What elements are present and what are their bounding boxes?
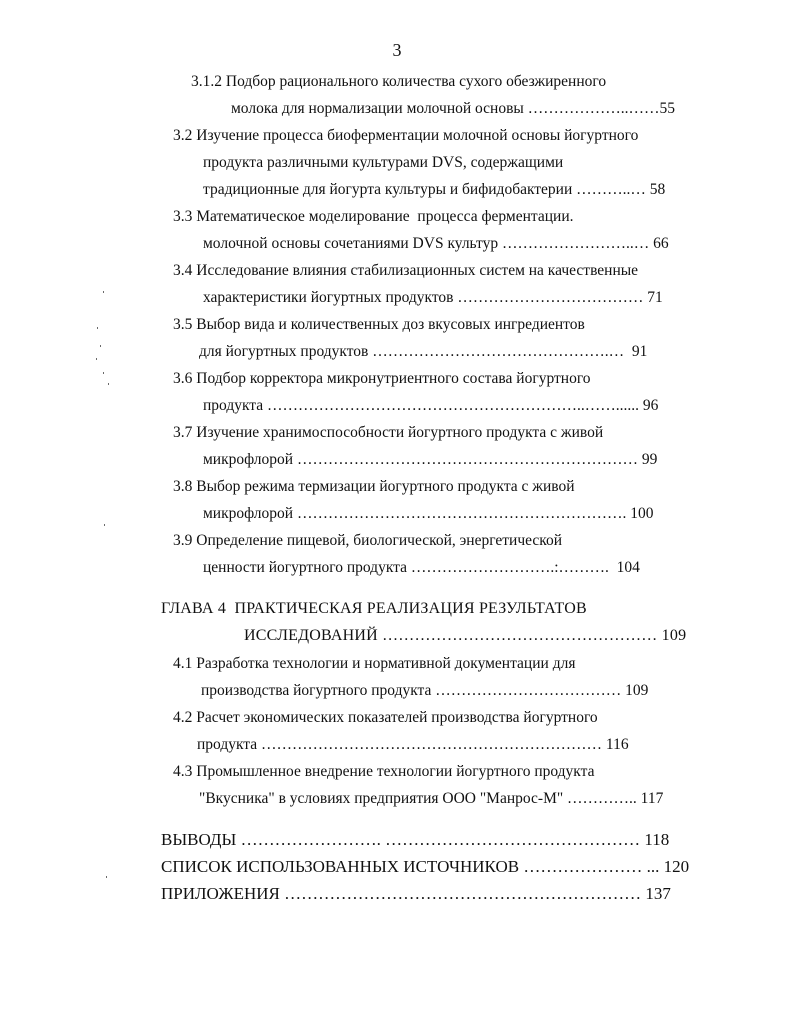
toc-entry-4-3-cont: "Вкусника" в условиях предприятия ООО "Манрос-М" ………….. 117 bbox=[199, 790, 664, 807]
toc-entry-3-7: 3.7 Изучение хранимоспособности йогуртного продукта с живой bbox=[173, 424, 604, 441]
scan-speck bbox=[106, 876, 107, 878]
toc-entry-4-2-cont: продукта ………………………………………………………… 116 bbox=[197, 736, 629, 753]
toc-entry-3-8: 3.8 Выбор режима термизации йогуртного продукта с живой bbox=[173, 478, 575, 495]
toc-entry-3-9: 3.9 Определение пищевой, биологической, энергетической bbox=[173, 532, 563, 549]
toc-entry-3-2-cont: традиционные для йогурта культуры и бифидобактерии ………..… 58 bbox=[203, 181, 666, 198]
toc-entry-3-9-cont: ценности йогуртного продукта ……………………….:………. 104 bbox=[203, 559, 640, 576]
toc-entry-3-5: 3.5 Выбор вида и количественных доз вкусовых ингредиентов bbox=[173, 316, 585, 333]
scan-speck bbox=[103, 372, 104, 374]
toc-entry-3-1-2-cont: молока для нормализации молочной основы ………………..……55 bbox=[231, 100, 675, 117]
toc-entry-3-4-cont: характеристики йогуртных продуктов ……………………………… 71 bbox=[203, 289, 663, 306]
toc-entry-3-3: 3.3 Математическое моделирование процесса ферментации. bbox=[173, 208, 574, 225]
toc-entry-3-7-cont: микрофлорой ………………………………………………………… 99 bbox=[203, 451, 658, 468]
toc-entry-3-6-cont: продукта ……………………………………………………..……...... 96 bbox=[203, 397, 659, 414]
toc-entry-4-2: 4.2 Расчет экономических показателей производства йогуртного bbox=[173, 709, 598, 726]
toc-entry-4-3: 4.3 Промышленное внедрение технологии йогуртного продукта bbox=[173, 763, 595, 780]
toc-entry-3-2-cont: продукта различными культурами DVS, содержащими bbox=[203, 154, 564, 171]
toc-entry-3-1-2: 3.1.2 Подбор рационального количества сухого обезжиренного bbox=[191, 73, 607, 90]
scan-speck bbox=[108, 383, 109, 385]
toc-entry-3-6: 3.6 Подбор корректора микронутриентного состава йогуртного bbox=[173, 370, 591, 387]
scan-speck bbox=[104, 524, 105, 526]
toc-conclusions: ВЫВОДЫ ……………………. ……………………………………… 118 bbox=[161, 830, 670, 849]
scan-speck bbox=[103, 291, 104, 293]
toc-references: СПИСОК ИСПОЛЬЗОВАННЫХ ИСТОЧНИКОВ ………………… ... 120 bbox=[161, 857, 690, 876]
toc-entry-4-1-cont: производства йогуртного продукта ……………………………… 109 bbox=[201, 682, 649, 699]
scan-speck bbox=[96, 358, 97, 360]
toc-entry-3-3-cont: молочной основы сочетаниями DVS культур ……………………..… 66 bbox=[203, 235, 669, 252]
toc-entry-3-8-cont: микрофлорой ………………………………………………………. 100 bbox=[203, 505, 654, 522]
page-number: 3 bbox=[392, 40, 402, 60]
toc-entry-4-1: 4.1 Разработка технологии и нормативной документации для bbox=[173, 655, 576, 672]
toc-entry-3-4: 3.4 Исследование влияния стабилизационных систем на качественные bbox=[173, 262, 639, 279]
toc-entry-3-2: 3.2 Изучение процесса биоферментации молочной основы йогуртного bbox=[173, 127, 639, 144]
toc-appendices: ПРИЛОЖЕНИЯ ……………………………………………………… 137 bbox=[161, 884, 671, 903]
toc-entry-3-5-cont: для йогуртных продуктов ……………………………………….… 91 bbox=[199, 343, 648, 360]
chapter-4-heading-cont: ИССЛЕДОВАНИЙ …………………………………………… 109 bbox=[244, 627, 687, 644]
scan-speck bbox=[100, 345, 101, 347]
scan-speck bbox=[97, 327, 98, 329]
chapter-4-heading: ГЛАВА 4 ПРАКТИЧЕСКАЯ РЕАЛИЗАЦИЯ РЕЗУЛЬТАТОВ bbox=[161, 600, 587, 617]
